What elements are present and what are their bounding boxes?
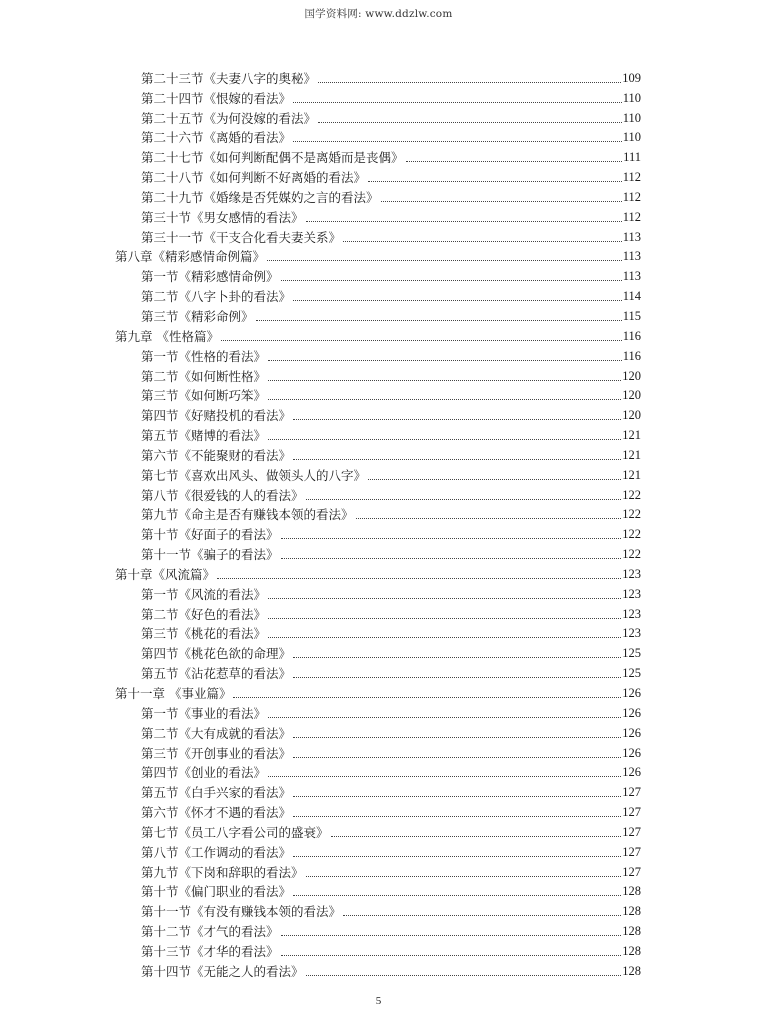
toc-entry-page-number: 109: [622, 70, 641, 85]
toc-entry-title: 第五节《沾花惹草的看法》: [141, 666, 292, 682]
toc-dot-leader: [268, 598, 621, 599]
toc-dot-leader: [268, 717, 621, 718]
toc-entry-title: 第一节《风流的看法》: [141, 586, 267, 602]
toc-chapter-entry[interactable]: [0, 681, 757, 701]
toc-section-entry[interactable]: [0, 820, 757, 840]
toc-section-entry[interactable]: [0, 185, 757, 205]
toc-entry-title: 第四节《桃花色欲的命理》: [141, 646, 292, 662]
toc-section-entry[interactable]: [0, 602, 757, 622]
toc-section-entry[interactable]: [0, 899, 757, 919]
toc-entry-title: 第八节《工作调动的看法》: [141, 844, 292, 860]
toc-entry-title: 第十一章 《事业篇》: [115, 686, 232, 701]
toc-dot-leader: [233, 697, 621, 698]
toc-dot-leader: [293, 141, 622, 142]
toc-dot-leader: [318, 122, 622, 123]
toc-entry-title: 第九章 《性格篇》: [115, 328, 219, 344]
toc-entry-title: 第三节《开创事业的看法》: [141, 745, 292, 761]
toc-entry-title: 第七节《员工八字看公司的盛衰》: [141, 824, 329, 840]
toc-dot-leader: [306, 975, 622, 976]
toc-entry-page-number: 121: [622, 467, 641, 482]
toc-entry-page-number: 112: [622, 170, 641, 185]
toc-entry-title: 第一节《性格的看法》: [141, 348, 267, 364]
toc-entry-page-number: 113: [622, 229, 641, 244]
toc-entry-page-number: 120: [622, 388, 641, 403]
toc-entry-page-number: 128: [622, 924, 641, 939]
toc-entry-page-number: 116: [622, 348, 641, 363]
toc-dot-leader: [293, 895, 621, 896]
toc-section-entry[interactable]: [0, 780, 757, 800]
toc-entry-page-number: 126: [622, 745, 641, 760]
toc-dot-leader: [293, 816, 621, 817]
toc-entry-page-number: 122: [622, 527, 641, 542]
table-of-contents: [0, 66, 757, 979]
toc-entry-title: 第十一节《有没有赚钱本领的看法》: [141, 904, 342, 920]
toc-section-entry[interactable]: [0, 701, 757, 721]
toc-dot-leader: [343, 241, 622, 242]
toc-entry-title: 第五节《赌博的看法》: [141, 428, 267, 444]
toc-dot-leader: [318, 82, 621, 83]
toc-dot-leader: [268, 439, 621, 440]
toc-dot-leader: [268, 618, 621, 619]
toc-dot-leader: [293, 796, 621, 797]
toc-entry-title: 第二节《如何断性格》: [141, 368, 267, 384]
toc-entry-page-number: 126: [622, 725, 641, 740]
toc-entry-page-number: 112: [622, 209, 641, 224]
toc-entry-page-number: 127: [622, 805, 641, 820]
toc-entry-title: 第七节《喜欢出风头、做领头人的八字》: [141, 467, 367, 483]
toc-section-entry[interactable]: [0, 959, 757, 979]
toc-entry-page-number: 121: [622, 428, 641, 443]
toc-dot-leader: [293, 677, 621, 678]
toc-section-entry[interactable]: [0, 145, 757, 165]
toc-section-entry[interactable]: [0, 344, 757, 364]
toc-entry-page-number: 128: [622, 904, 641, 919]
toc-dot-leader: [268, 399, 621, 400]
toc-entry-title: 第二十六节《离婚的看法》: [141, 130, 292, 146]
toc-dot-leader: [406, 161, 623, 162]
toc-dot-leader: [281, 538, 622, 539]
toc-section-entry[interactable]: [0, 364, 757, 384]
toc-entry-title: 第四节《好赌投机的看法》: [141, 408, 292, 424]
toc-section-entry[interactable]: [0, 503, 757, 523]
toc-dot-leader: [293, 300, 622, 301]
toc-entry-title: 第三十节《男女感情的看法》: [141, 209, 304, 225]
toc-entry-title: 第十三节《才华的看法》: [141, 943, 279, 959]
toc-entry-page-number: 112: [622, 189, 641, 204]
toc-entry-page-number: 123: [622, 586, 641, 601]
toc-entry-page-number: 122: [622, 507, 641, 522]
toc-dot-leader: [268, 360, 622, 361]
toc-entry-page-number: 113: [622, 249, 641, 264]
toc-section-entry[interactable]: [0, 284, 757, 304]
toc-dot-leader: [221, 340, 622, 341]
toc-entry-title: 第二节《大有成就的看法》: [141, 725, 292, 741]
toc-section-entry[interactable]: [0, 661, 757, 681]
toc-entry-title: 第二十九节《婚缘是否凭媒妁之言的看法》: [141, 189, 379, 205]
toc-entry-page-number: 116: [622, 328, 641, 343]
toc-entry-page-number: 110: [622, 110, 641, 125]
toc-entry-page-number: 114: [622, 289, 641, 304]
toc-dot-leader: [331, 836, 622, 837]
toc-dot-leader: [268, 637, 621, 638]
toc-entry-title: 第三节《桃花的看法》: [141, 626, 267, 642]
toc-entry-title: 第十四节《无能之人的看法》: [141, 963, 304, 979]
toc-entry-title: 第三节《精彩命例》: [141, 308, 254, 324]
toc-entry-page-number: 126: [622, 705, 641, 720]
toc-entry-title: 第六节《不能聚财的看法》: [141, 447, 292, 463]
toc-section-entry[interactable]: [0, 165, 757, 185]
toc-section-entry[interactable]: [0, 205, 757, 225]
toc-dot-leader: [356, 518, 622, 519]
toc-section-entry[interactable]: [0, 86, 757, 106]
toc-entry-title: 第三节《如何断巧笨》: [141, 388, 267, 404]
toc-chapter-entry[interactable]: [0, 245, 757, 265]
toc-entry-page-number: 125: [622, 646, 641, 661]
toc-section-entry[interactable]: [0, 264, 757, 284]
toc-entry-page-number: 127: [622, 864, 641, 879]
toc-chapter-entry[interactable]: [0, 562, 757, 582]
toc-dot-leader: [293, 737, 621, 738]
toc-entry-page-number: 111: [623, 150, 641, 165]
toc-entry-page-number: 127: [622, 785, 641, 800]
toc-entry-title: 第二十五节《为何没嫁的看法》: [141, 110, 317, 126]
toc-chapter-entry[interactable]: [0, 324, 757, 344]
toc-section-entry[interactable]: [0, 939, 757, 959]
toc-entry-page-number: 120: [622, 408, 641, 423]
toc-entry-title: 第五节《白手兴家的看法》: [141, 785, 292, 801]
toc-entry-title: 第二节《八字卜卦的看法》: [141, 289, 292, 305]
toc-section-entry[interactable]: [0, 860, 757, 880]
toc-entry-page-number: 121: [622, 447, 641, 462]
site-label: 国学资料网: www.ddzlw.com: [304, 8, 453, 20]
toc-section-entry[interactable]: [0, 761, 757, 781]
toc-entry-title: 第十章《风流篇》: [115, 566, 216, 582]
toc-entry-title: 第十一节《骗子的看法》: [141, 547, 279, 563]
toc-dot-leader: [293, 419, 621, 420]
toc-dot-leader: [381, 201, 622, 202]
toc-dot-leader: [293, 856, 621, 857]
toc-dot-leader: [268, 380, 621, 381]
page-header: [0, 6, 757, 21]
toc-entry-page-number: 125: [622, 666, 641, 681]
toc-entry-page-number: 126: [622, 686, 641, 700]
toc-entry-title: 第一节《精彩感情命例》: [141, 269, 279, 285]
toc-dot-leader: [306, 221, 622, 222]
toc-section-entry[interactable]: [0, 66, 757, 86]
toc-section-entry[interactable]: [0, 800, 757, 820]
toc-entry-page-number: 127: [622, 824, 641, 839]
toc-section-entry[interactable]: [0, 443, 757, 463]
toc-dot-leader: [293, 102, 622, 103]
toc-entry-title: 第十节《好面子的看法》: [141, 527, 279, 543]
toc-dot-leader: [293, 459, 621, 460]
toc-section-entry[interactable]: [0, 384, 757, 404]
toc-dot-leader: [368, 181, 622, 182]
toc-dot-leader: [281, 280, 622, 281]
toc-section-entry[interactable]: [0, 106, 757, 126]
toc-section-entry[interactable]: [0, 542, 757, 562]
toc-section-entry[interactable]: [0, 483, 757, 503]
toc-entry-page-number: 115: [622, 308, 641, 323]
page-number: 5: [375, 995, 382, 1007]
toc-entry-page-number: 126: [622, 765, 641, 780]
toc-entry-title: 第九节《命主是否有赚钱本领的看法》: [141, 507, 354, 523]
toc-dot-leader: [343, 915, 621, 916]
toc-entry-title: 第二十四节《恨嫁的看法》: [141, 90, 292, 106]
toc-dot-leader: [368, 479, 621, 480]
toc-entry-title: 第十二节《才气的看法》: [141, 924, 279, 940]
toc-entry-page-number: 110: [622, 90, 641, 105]
toc-section-entry[interactable]: [0, 304, 757, 324]
toc-entry-title: 第二节《好色的看法》: [141, 606, 267, 622]
toc-entry-page-number: 120: [622, 368, 641, 383]
toc-dot-leader: [293, 657, 621, 658]
toc-dot-leader: [306, 876, 622, 877]
toc-entry-title: 第二十七节《如何判断配偶不是离婚而是丧偶》: [141, 150, 404, 166]
toc-dot-leader: [281, 955, 622, 956]
toc-entry-page-number: 122: [622, 547, 641, 562]
page-footer: [0, 995, 757, 1007]
toc-entry-page-number: 110: [622, 130, 641, 145]
toc-entry-title: 第二十三节《夫妻八字的奥秘》: [141, 70, 317, 86]
toc-section-entry[interactable]: [0, 840, 757, 860]
toc-section-entry[interactable]: [0, 126, 757, 146]
toc-entry-page-number: 113: [622, 269, 641, 284]
toc-section-entry[interactable]: [0, 403, 757, 423]
toc-dot-leader: [306, 499, 622, 500]
toc-section-entry[interactable]: [0, 423, 757, 443]
toc-dot-leader: [281, 558, 622, 559]
toc-section-entry[interactable]: [0, 522, 757, 542]
toc-entry-page-number: 128: [622, 884, 641, 899]
toc-section-entry[interactable]: [0, 463, 757, 483]
toc-section-entry[interactable]: [0, 641, 757, 661]
toc-entry-title: 第一节《事业的看法》: [141, 705, 267, 721]
toc-entry-title: 第二十八节《如何判断不好离婚的看法》: [141, 170, 367, 186]
toc-dot-leader: [293, 757, 621, 758]
toc-section-entry[interactable]: [0, 225, 757, 245]
toc-entry-title: 第四节《创业的看法》: [141, 765, 267, 781]
toc-entry-page-number: 123: [622, 626, 641, 641]
toc-entry-page-number: 128: [622, 943, 641, 958]
toc-entry-page-number: 123: [622, 606, 641, 621]
toc-section-entry[interactable]: [0, 721, 757, 741]
toc-entry-title: 第十节《偏门职业的看法》: [141, 884, 292, 900]
toc-dot-leader: [281, 935, 622, 936]
toc-entry-page-number: 123: [622, 566, 641, 581]
toc-section-entry[interactable]: [0, 919, 757, 939]
toc-entry-page-number: 127: [622, 844, 641, 859]
toc-entry-title: 第八节《很爱钱的人的看法》: [141, 487, 304, 503]
toc-entry-title: 第九节《下岗和辞职的看法》: [141, 864, 304, 880]
toc-entry-title: 第六节《怀才不遇的看法》: [141, 805, 292, 821]
toc-dot-leader: [267, 260, 622, 261]
toc-entry-page-number: 122: [622, 487, 641, 502]
toc-dot-leader: [268, 776, 621, 777]
toc-dot-leader: [256, 320, 622, 321]
toc-section-entry[interactable]: [0, 622, 757, 642]
toc-dot-leader: [217, 578, 621, 579]
toc-section-entry[interactable]: [0, 582, 757, 602]
toc-entry-title: 第八章《精彩感情命例篇》: [115, 249, 266, 265]
toc-entry-title: 第三十一节《干支合化看夫妻关系》: [141, 229, 342, 245]
toc-section-entry[interactable]: [0, 741, 757, 761]
toc-section-entry[interactable]: [0, 880, 757, 900]
toc-entry-page-number: 128: [622, 963, 641, 978]
